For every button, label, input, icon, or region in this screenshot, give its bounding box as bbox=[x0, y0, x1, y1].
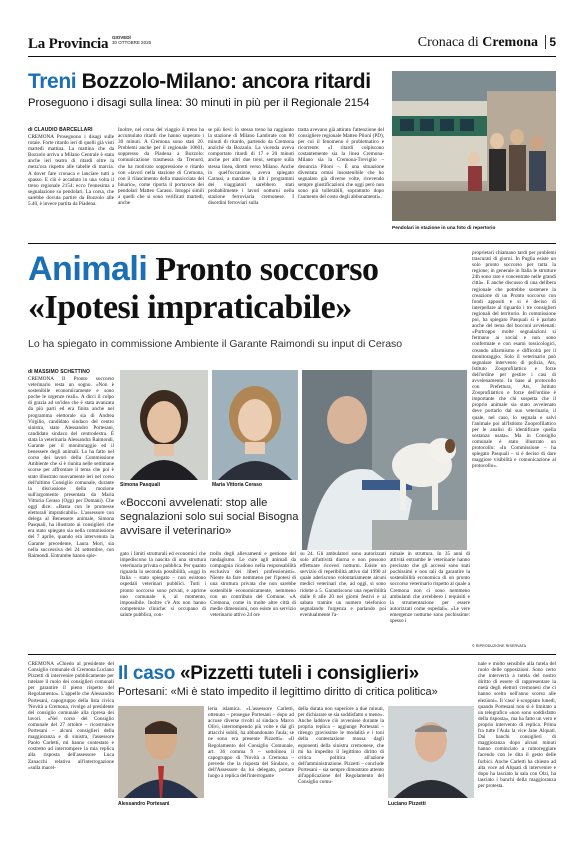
article1-col2: Inoltre, nel corso del viaggio il treno ha accumulato ritardi che hanno superato i 30 minuti. A Cremona sono stati 20. Problemi anche per il regionale 10601, soppresso da Piadena a Bozzolo: comunicazione trasmessa da Trenord, che ha motivato soppressione e ritardo con «lavori nella stazione di Cremona, con il rilascimento della massicciata del binario», come riporta il portavoce dei pendolari Matteo Carassi. Intoppi simili a quelli che si sono verificati martedì, anche bbox=[118, 127, 204, 207]
vet-dog-photo bbox=[302, 370, 467, 550]
newspaper-logo: La Provincia bbox=[28, 36, 109, 52]
issue-day: GIOVEDÌ bbox=[112, 35, 131, 40]
article1-title: Bozzolo-Milano: ancora ritardi bbox=[81, 70, 371, 93]
ceraso-caption: Maria Vittoria Ceraso bbox=[212, 482, 262, 488]
article1-subhead: Proseguono i disagi sulla linea: 30 minuti in più per il Regionale 2154 bbox=[28, 97, 370, 109]
article3-col3: della durata non superiore a due minuti, per dichiarare se sia soddisfatto o meno». Anche laddove ciò avvenisse durante la propria replica – aggiunge Portesani – ritengo gravissime le modalità e i toni della contestazione mossa dagli esponenti della sinistra cremonese, che mi ha impedito il legittimo diritto di critica politica all'azione dell'amministrazione. Pizzetti – conclude Portesani – sia sempre dimostrato attento all'applicazione del Regolamento del Consiglio comu- bbox=[298, 706, 384, 786]
article2-col1: CREMONA Il Pronto soccorso veterinario resta un sogno. «Non è sostenibile economicamente e sono poche le urgenze reali». A dirci il colpo di grazia ad un'idea che è stata avanzata da più parti ed era finita anche nel programma elettorale sia di Andrea Virgilio, candidato sindaco del centro sinistra, stato Alessandro Portesani, candidato sindaco del centrodestra. È stata la veterinaria Alessandra Raimondi, Garante per il monitoraggio ed il benessere degli animali. Lo ha fatto nel corso dei lavori della Commissione Ambiente che si è riunita nelle settimane scorse per affrontare il tema che poi è stato illustrato nuovamente ieri nel corso dell'ultimo Consiglio comunale, durante la discussione della mozione sull'argomento presentata da Maria Vittoria Ceraso (Oggi per Domani). Che oggi dice: «Basta con le promesse elettorali impraticabili». L'assessore con delega al Benessere animale, Simona Pasquali, ha illustrato ai consiglieri che era stato spiegato sia nella commissione del 7 aprile, quando era intervenuta la Garante precedente, Laura Mori, sia nella successiva del 24 settembre, con Raimondi. Entrambe hanno spie- bbox=[28, 376, 114, 559]
article2-bottom-rule bbox=[28, 654, 556, 655]
pasquali-portrait bbox=[120, 370, 208, 480]
article1-col1: CREMONA Proseguono i disagi sulle rotaie. Forte ritardo ieri di quelli già visti martedì mattina. La mattina che da Bozzolo arriva a Milano Centrale è stata anche ieri teatro di ritardi oltre la mezz'ora rispetto alle tabelle di marcia. A dover fare cronaca e lanciare tutti a spasso. E ciò è accaduto in una volta il treno regionale 2154: ecco l'ennesima a segnalazione su pendolari. La corsa, che sarebbe dovuta partire da Bozzolo alle 5.40, è invece partita da Piadena. bbox=[28, 134, 114, 208]
article3-col2: leria islamica. «L'assessore Carletti, ottenuto – prosegue Portesani – dopo ad accuse diverse rivolti al sindaco Marco Olivi, interrompendo più volte e dai gli attacchi subiti, ha abbandonato l'aula; se ne sono era presente Pizzetti». «Il Regolamento del Consiglio Comunale, art. 36 comma 9 – sottolinea il capogruppo di 'Novità a Cremona – prevede che la risposta del Sindaco, o dell'Assessore da lui delegato, portare luogo a replica dell'interrogante bbox=[208, 706, 294, 780]
article2-col-b2: trollo degli allevamenti e gestione del randagismo. Le cure agli animali da compagnia ricadono nella responsabilità esclusiva dei liberi professionisti». Niente da fare nemmeno per l'ipotesi di una struttura privata che non sarebbe sostenibile economicamente, nemmeno con un contributo del Comune. «A Cremona, come in molte altre città di medie dimensioni, non esiste un servizio veterinario attivo 24 ore bbox=[210, 551, 296, 618]
article2-kicker: Animali bbox=[28, 250, 148, 288]
article2-title-line1: Pronto soccorso bbox=[155, 251, 379, 288]
article1-headline bbox=[28, 70, 371, 94]
article2-subhead: Lo ha spiegato in commissione Ambiente il Garante Raimondi su input di Ceraso bbox=[28, 338, 403, 350]
section-title bbox=[418, 35, 538, 51]
article1-bottom-rule bbox=[28, 243, 556, 244]
section-city: Cremona bbox=[482, 35, 538, 50]
article2-col-b3: su 24. Gli ambulatori sono autorizzati solo all'attività diurna e non possono effettuare ricoveri notturni. Esiste un servizio di reperibilità attivo dal 1990 al quale aderiscono volontariamente alcuni medici veterinari che, ad oggi, si sono ridotte a 5. Garantiscono una reperibilità dalle 8 alle 20 nei giorni festivi e al sabato tramite un numero telefonico segnalando l'urgenza e parlando poi eventualmente l'a- bbox=[300, 551, 386, 618]
portesani-caption: Alessandro Portesani bbox=[118, 801, 170, 807]
article2-col-right: proprietari chiamano tardi per problemi trascurati di giorni. In Puglia esiste un solo pronto soccorso per tutta la regione; in generale in Italia le strutture 24h sono rare e concentrate nelle grandi città». E anche discusso di una delibera regionale che potrebbe sostenere la creazione di un Pronto soccorso con fondi appositi e si è deciso di interpellare al riguardo i tre consiglieri regionali del territorio. In commissione poi, ha spiegato Pasquali si è parlato anche del tema del bocconi avvelenati: «Purtroppo molte segnalazioni si fermano ai social e non sono confermate e con esami tossicologici, creando allarmismo e difficoltà per il monitoraggio. Solo il veterinario può segnalare intervento di polizia, Ats, Istituto Zooprofilattico e forze dell'ordine per gestire i casi di avvelenamento. In base al protocollo con Prefettura, Ats, Istituto Zooprofilattico e forze dell'ordine è importante che chi sospetta che il proprio animale sia stato avvelenato deve portarlo dal suo veterinario, il quale, nel caso, lo segnala e salvi l'animale poi all'Istituto Zooprofilattico per le analisi di identificare quella sostanza usata». Ma in Consiglio comunale è stato illustrato un protocollo; «In Commissione – ha spiegato Pasquali – si è deciso di dare maggiore visibilità e comunicazione al protocollo». bbox=[472, 250, 556, 470]
article2-credit: © RIPRODUZIONE RISERVATA bbox=[472, 644, 527, 648]
portesani-portrait-art bbox=[118, 706, 204, 798]
portesani-portrait bbox=[118, 706, 204, 798]
article2-headline bbox=[28, 250, 379, 327]
article1-byline: di CLAUDIO BARCELLARI bbox=[28, 127, 93, 133]
ceraso-portrait bbox=[212, 370, 298, 480]
article2-byline: di MASSIMO SCHETTINO bbox=[28, 369, 90, 375]
article3-title: «Pizzetti tuteli i consiglieri» bbox=[180, 663, 419, 684]
pizzetti-portrait-art bbox=[388, 706, 474, 798]
article3-headline bbox=[118, 663, 419, 685]
page-number: 5 bbox=[549, 35, 556, 49]
article2-pull-quote: «Bocconi avvelenati: stop alle segnalazioni solo sui social Bisogna avvisare il veterinario» bbox=[120, 497, 299, 537]
pasquali-portrait-art bbox=[120, 370, 208, 480]
commuters-station-photo bbox=[392, 71, 556, 221]
article3-subhead: Portesani: «Mi è stato impedito il legittimo diritto di critica politica» bbox=[118, 686, 438, 698]
article3-kicker: Il caso bbox=[118, 663, 176, 684]
masthead-rule bbox=[28, 56, 556, 57]
pasquali-caption: Simona Pasquali bbox=[120, 482, 161, 488]
article3-col1: CREMONA «Chiedo al presidente del Consiglio comunale di Cremona Luciano Pizzetti di intervenire pubblicamente per tutelare il ruolo dei consiglieri comunali per garantire il pieno rispetto del Regolamento». L'appello che Alessandro Portesani, capogruppo della lista civica 'Novità a Cremona, rivolge al presidente del consiglio comunale alla ripresa dei lavori. «Nel corso del Consiglio comunale del 27 ottobre – ricostruisce Portesani – alcuni consiglieri della maggioranza e di sinistra, l'assessore Paolo Carletti, mi hanno contestato e costretto ad interrompere la mia replica alla risposta dell'assessore Luca Zanacchi relativa all'interrogazione «sulla macel- bbox=[28, 661, 114, 771]
article2-col-b1: gato i limiti strutturali ed economici che impediscono la nascita di una struttura veterinaria privata o pubblica. Per quanto riguarda la seconda possibilità, «oggi in Italia – stato spiegato – non esistono ospedali veterinari pubblici. Tutti i pronto soccorso sono privati, e aprirne uno comunale è, al momento, impossibile. Inoltre c'è Ats non hanno competenze cliniche: si occupano di salute pubblica, con- bbox=[120, 551, 206, 618]
ceraso-portrait-art bbox=[212, 370, 298, 480]
article1-col3: se più lievi: lo stesso treno ha raggiunto la stazione di Milano Lambrate con 80 minuti di ritardo, partendo da Cremona anziché da Bozzolo. La vicenda aveva comportato ritardi di 17 e 20 minuti anche per altri due treni, sempre sulla stessa linea, diretti verso Milano. Anche in quell'occasione, aveva spiegato Carassi, a mandare in tilt i programmi dei viaggiatori sarebbero stati probabilmente i lavori notturni nella stazione ferroviaria cremonese. I disordini ferroviari sulla bbox=[208, 127, 294, 207]
article1-photo-caption: Pendolari in stazione in una foto di repertorio bbox=[392, 226, 496, 231]
issue-date-text: 30 OTTOBRE 2025 bbox=[112, 40, 152, 46]
article1-kicker: Treni bbox=[28, 70, 77, 93]
section-prefix: Cronaca di bbox=[417, 35, 479, 50]
article2-col-b4: nimale in struttura. In 35 anni di attività entrambe le veterinarie hanno precisato che gli accessi sono stati pochissimi e non tali da garantire la sostenibilità economica di un pronto soccorso veterinario rispetto al quale a Cremona non ci sono nemmeno ambulanti che avrebbero i requisiti e la strumentazione per essere autorizzati come ospedali». «Le vere emergenze notturne sono pochissime: spesso i bbox=[390, 551, 470, 625]
article1-col4: tratta avevano già attirato l'attenzione del consigliere regionale Matteo Piloni (PD), per cui il fenomeno è problematico e ricorrente: «I ritardi colpiscono costantemente sia la linea Cremona-Milano sia la Cremona-Treviglio – denuncia Piloni –. È una situazione diventata ormai insostenibile che ho segnalato già diverse volte, ricevendo sempre giustificazioni che oggi però non sono più tollerabili, soprattutto dopo l'aumento del costo degli abbonamenti». bbox=[298, 127, 384, 201]
article2-title-line2: «Ipotesi impraticabile» bbox=[28, 289, 352, 326]
article3-col4: nale e molto sensibile alla tutela del ruolo delle opposizioni. Sono certo che interverrà a tutela del nostro diritto di essere di rappresentare la metà degli elettori cremonesi che ci hanno scelto nell'anno scorso alle elezioni». Il 'caso' è scoppiato lunedì, quando Portesani non si è limitato a un telegrafico «non sono soddisfatto della risposta», ma ha fatto un vero e proprio intervento di replica. Prima fra tutte l'Aula la vice Jane Alquati. Dai banchi consiglieri di maggioranza dopo alcuni minuti hanno cominciato a rumoreggiare facendo con le dita il gesto delle forbici. Anche Carletti ha chiesto ad alta voce ad Alquati di intervenire e dopo ha lasciato la sala con Olzi, ha lasciato i banchi della maggioranza per protesta. bbox=[478, 661, 556, 789]
masthead-divider bbox=[545, 35, 546, 49]
issue-date bbox=[112, 35, 151, 45]
vet-dog-photo-art bbox=[302, 370, 467, 550]
commuters-station-photo-art bbox=[392, 71, 556, 221]
pizzetti-caption: Luciano Pizzetti bbox=[388, 801, 426, 807]
article2-headline-line1 bbox=[28, 250, 379, 289]
pizzetti-portrait bbox=[388, 706, 474, 798]
